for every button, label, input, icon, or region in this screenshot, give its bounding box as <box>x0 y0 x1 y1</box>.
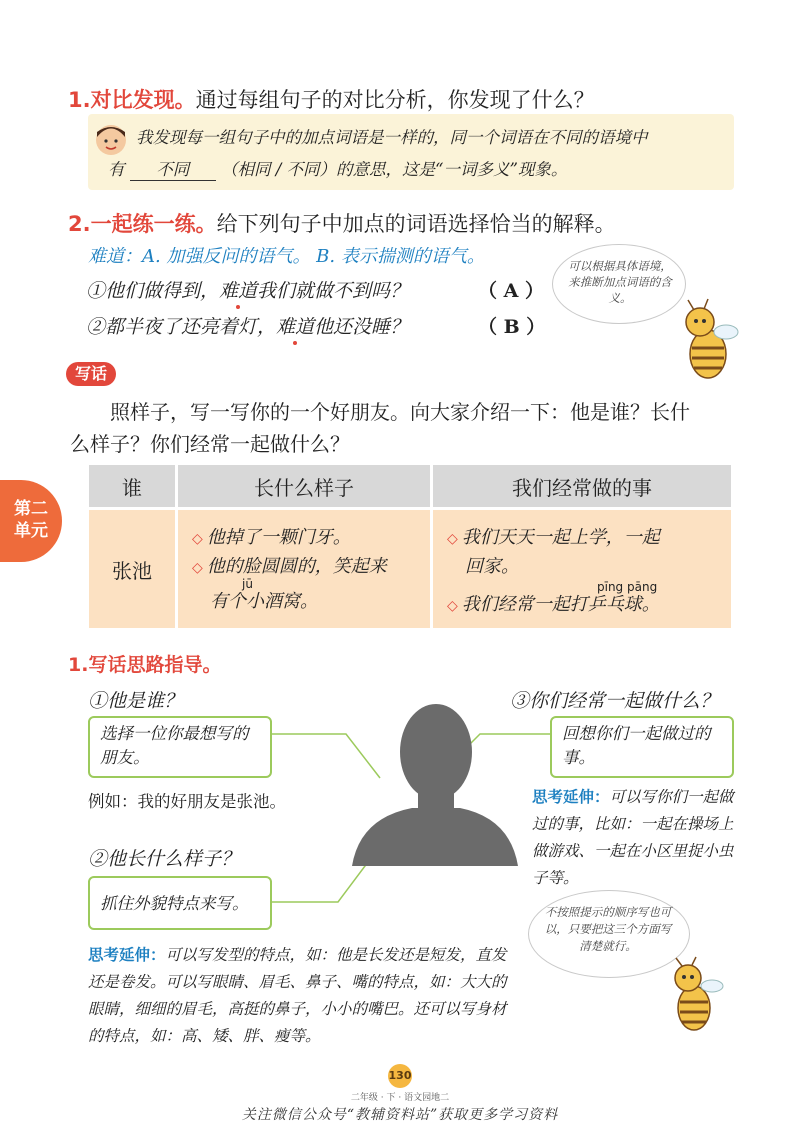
table-cell-things <box>433 510 731 628</box>
q2-label: 一起练一练 <box>90 212 196 236</box>
things-item-1 <box>447 524 731 553</box>
xiehua-badge: 写话 <box>66 362 116 386</box>
q2-text: 给下列句子中加点的词语选择恰当的解释。 <box>216 212 616 236</box>
q1-box-line2-pre: 有 <box>108 160 125 179</box>
looks-extension <box>88 942 518 1050</box>
q2-sentence-2 <box>86 312 409 339</box>
s1-dotted-word: 难道 <box>219 276 257 303</box>
q1-sep: 。 <box>174 88 196 112</box>
things-item-2 <box>447 580 731 620</box>
guide-title-text: 写话思路指导。 <box>88 654 222 676</box>
diamond-bullet-icon: ◇ <box>192 531 203 547</box>
s1-answer: （ A ） <box>478 280 544 302</box>
s1-pre: ①他们做得到， <box>86 280 220 302</box>
q2-definition: 难道：A. 加强反问的语气。 B. 表示揣测的语气。 <box>88 246 485 267</box>
xiehua-prompt-line2: 么样子？你们经常一起做什么？ <box>70 432 350 456</box>
q2-sep: 。 <box>195 212 217 236</box>
s2-post: 他还没睡？ <box>314 316 410 338</box>
footer-ad: 关注微信公众号“教辅资料站”获取更多学习资料 <box>241 1107 559 1123</box>
s2-answer: （ B ） <box>478 316 546 338</box>
q1-answer-blank: 不同 <box>130 156 216 181</box>
guide-number: 1. <box>68 654 89 676</box>
looks-ext-text: 可以写发型的特点，如：他是长发还是短发，直发还是卷发。可以写眼睛、眉毛、鼻子、嘴的特点，如：大大的眼睛，细细的眉毛，高挺的鼻子，小小的嘴巴。还可以写身材的特点，如：高、矮、胖、瘦等。 <box>88 946 507 1045</box>
q2-title <box>68 208 616 238</box>
q1-title <box>68 84 595 114</box>
q1-number: 1. <box>68 88 91 112</box>
guide-q-looks: ②他长什么样子？ <box>88 848 241 870</box>
side-tab-line1: 第二 <box>14 499 48 519</box>
q1-box-line2-post: （相同 / 不同）的意思，这是“一词多义”现象。 <box>221 160 568 179</box>
looks-item-2-text: 他的脸圆圆的，笑起来 <box>206 556 387 577</box>
s1-post: 我们就做不到吗？ <box>257 280 410 302</box>
q1-box-line2 <box>108 156 567 181</box>
q2-hint-text: 可以根据具体语境，来推断加点词语的含义。 <box>568 259 672 305</box>
q1-label: 对比发现 <box>90 88 175 112</box>
guide-q-do: ③你们经常一起做什么？ <box>510 690 720 712</box>
things-item-1-cont: 回家。 <box>465 556 519 577</box>
guide-hint-text: 不按照提示的顺序写也可以，只要把这三个方面写清楚就行。 <box>544 905 672 953</box>
q1-text: 通过每组句子的对比分析，你发现了什么？ <box>195 88 595 112</box>
diamond-bullet-icon: ◇ <box>192 560 203 576</box>
looks-item-1 <box>192 524 430 553</box>
diamond-bullet-icon: ◇ <box>447 531 458 547</box>
looks-item-2 <box>192 553 430 582</box>
table-cell-looks <box>178 510 430 628</box>
side-tab-line2: 单元 <box>14 521 48 541</box>
q2-number: 2. <box>68 212 91 236</box>
s2-pre: ②都半夜了还亮着灯， <box>86 316 277 338</box>
unit-side-tab <box>0 480 62 562</box>
q1-box-line1: 我发现每一组句子中的加点词语是一样的，同一个词语在不同的语境中 <box>136 128 648 147</box>
things-item-2-text: 我们经常一起打乒乓球。 <box>461 594 660 615</box>
do-extension <box>532 784 734 892</box>
page-number: 130 <box>388 1064 412 1088</box>
table-header-who: 谁 <box>89 465 175 507</box>
q2-sentence-1 <box>86 276 409 303</box>
things-item-1-text: 我们天天一起上学，一起 <box>461 527 660 548</box>
do-ext-label: 思考延伸： <box>532 788 610 806</box>
who-example: 例如：我的好朋友是张池。 <box>88 792 286 811</box>
looks-item-1-text: 他掉了一颗门牙。 <box>206 527 351 548</box>
guide-title <box>68 650 221 677</box>
person-silhouette-icon <box>346 700 522 866</box>
pinyin-pingpang: pīng pāng <box>597 580 658 594</box>
looks-item-3-text: 有个小酒窝。 <box>210 591 318 612</box>
bee-mascot-icon <box>648 956 734 1038</box>
xiehua-prompt-line1: 照样子，写一写你的一个好朋友。向大家介绍一下：他是谁？长什 <box>110 400 690 424</box>
bee-mascot-icon <box>656 296 746 386</box>
looks-ext-label: 思考延伸： <box>88 946 166 964</box>
do-box-text: 回想你们一起做过的事。 <box>562 724 711 767</box>
footer-grade: 二年级 · 下 · 语文园地二 <box>350 1093 450 1103</box>
child-avatar-icon <box>94 122 128 158</box>
diamond-bullet-icon: ◇ <box>447 598 458 614</box>
looks-box-text: 抓住外貌特点来写。 <box>100 894 249 913</box>
pinyin-ju: jū <box>242 577 253 591</box>
table-header-things: 我们经常做的事 <box>433 465 731 507</box>
table-header-looks: 长什么样子 <box>178 465 430 507</box>
table-cell-who: 张池 <box>89 510 175 628</box>
info-table <box>86 462 734 631</box>
guide-q-who: ①他是谁？ <box>88 690 184 712</box>
who-box-text: 选择一位你最想写的朋友。 <box>100 724 249 767</box>
looks-item-2-cont <box>192 577 430 616</box>
s2-dotted-word: 难道 <box>276 312 314 339</box>
do-ext-text: 可以写你们一起做过的事，比如：一起在操场上做游戏、一起在小区里捉小虫子等。 <box>532 788 734 887</box>
